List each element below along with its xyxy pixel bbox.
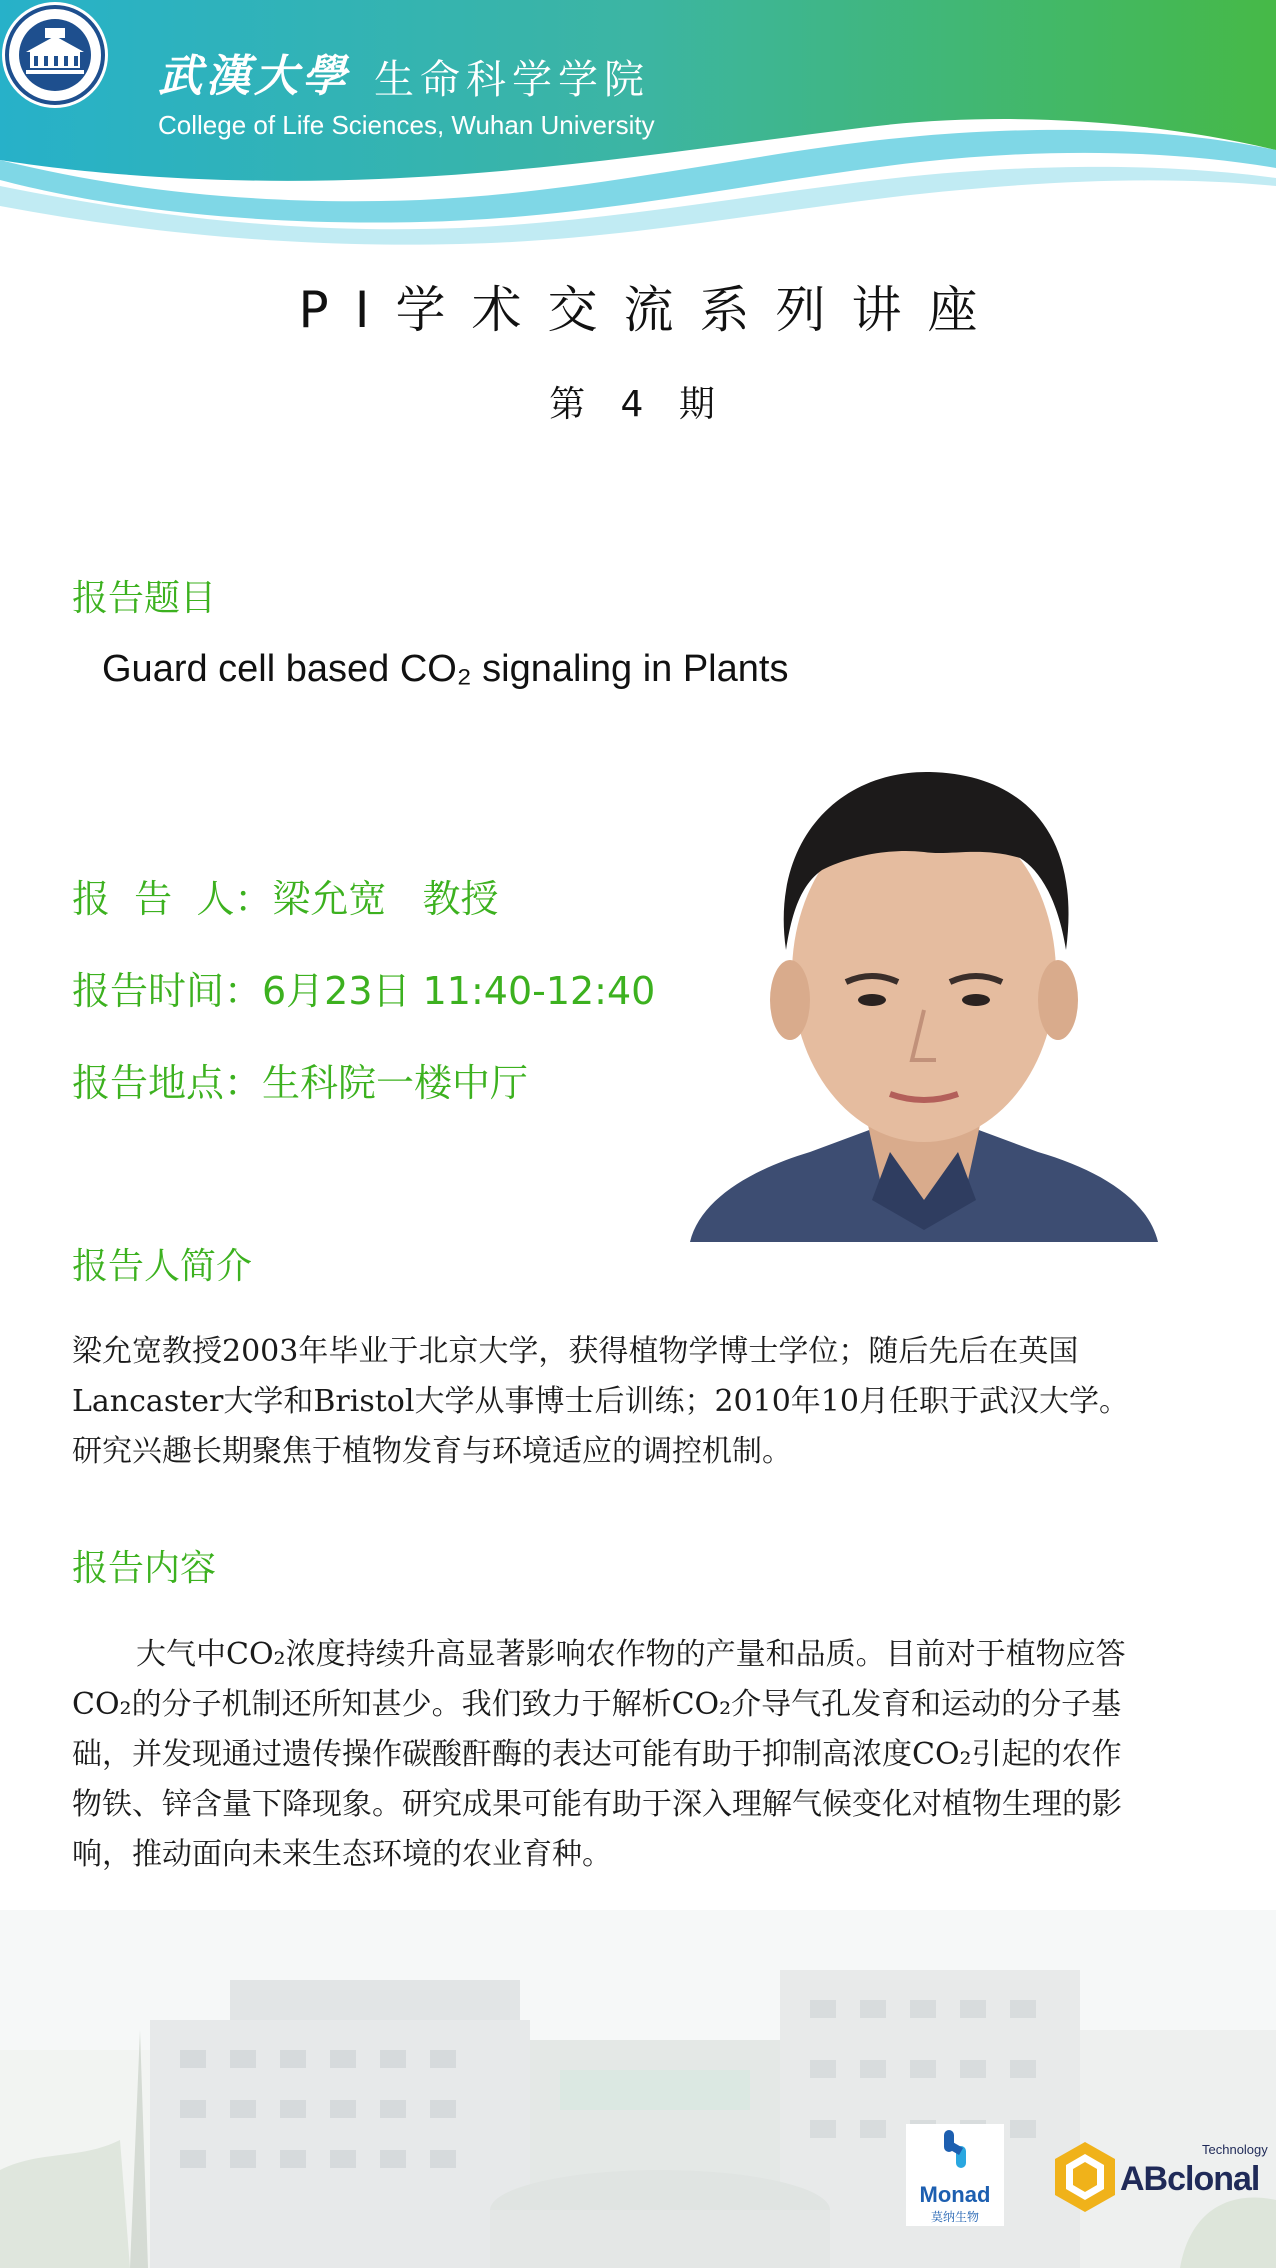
speaker-line: 报 告 人：梁允宽 教授 [72, 877, 499, 921]
bio-line: 研究兴趣长期聚焦于植物发育与环境适应的调控机制。 [72, 1434, 792, 1469]
abclonal-logo [1052, 2138, 1274, 2218]
content-heading: 报告内容 [72, 1548, 217, 1589]
venue-line: 报告地点：生科院一楼中厅 [72, 1061, 529, 1105]
monad-mark-icon [906, 2124, 1004, 2184]
university-name: 武漢大學 [158, 51, 350, 102]
bio-line: Lancaster大学和Bristol大学从事博士后训练；2010年10月任职于武汉大学。 [72, 1384, 1129, 1419]
content-line: 础，并发现通过遗传操作碳酸酐酶的表达可能有助于抑制高浓度CO₂引起的农作 [72, 1737, 1122, 1772]
wuhan-university-seal-icon [0, 0, 110, 110]
content-line: 物铁、锌含量下降现象。研究成果可能有助于深入理解气候变化对植物生理的影 [72, 1787, 1122, 1822]
topic-heading: 报告题目 [72, 578, 217, 619]
abclonal-wordmark: ABclonal [1120, 2160, 1260, 2198]
monad-wordmark: Monad [919, 2182, 991, 2207]
abclonal-tagline: Technology [1202, 2142, 1268, 2157]
college-name: 生命科学学院 [374, 57, 650, 103]
monad-logo [906, 2124, 1004, 2226]
content-line: 大气中CO₂浓度持续升高显著影响农作物的产量和品质。目前对于植物应答 [136, 1637, 1126, 1672]
content-paragraph [72, 1630, 1212, 1880]
speaker-portrait [690, 760, 1158, 1242]
time-line: 报告时间：6月23日 11:40-12:40 [72, 969, 656, 1013]
abclonal-hexagon-icon [1052, 2140, 1118, 2216]
college-name-english: College of Life Sciences, Wuhan University [158, 110, 655, 140]
content-line: 响，推动面向未来生态环境的农业育种。 [72, 1837, 612, 1872]
series-title: PI学术交流系列讲座 [298, 281, 1004, 339]
content-line: CO₂的分子机制还所知甚少。我们致力于解析CO₂介导气孔发育和运动的分子基 [72, 1687, 1122, 1722]
issue-number: 第 4 期 [549, 384, 727, 425]
bio-line: 梁允宽教授2003年毕业于北京大学，获得植物学博士学位；随后先后在英国 [72, 1334, 1079, 1369]
monad-chinese-name: 莫纳生物 [930, 2210, 979, 2224]
bio-heading: 报告人简介 [72, 1246, 253, 1287]
header-banner [0, 0, 1276, 250]
bio-paragraph [72, 1327, 1212, 1477]
talk-title: Guard cell based CO₂ signaling in Plants [102, 648, 789, 690]
